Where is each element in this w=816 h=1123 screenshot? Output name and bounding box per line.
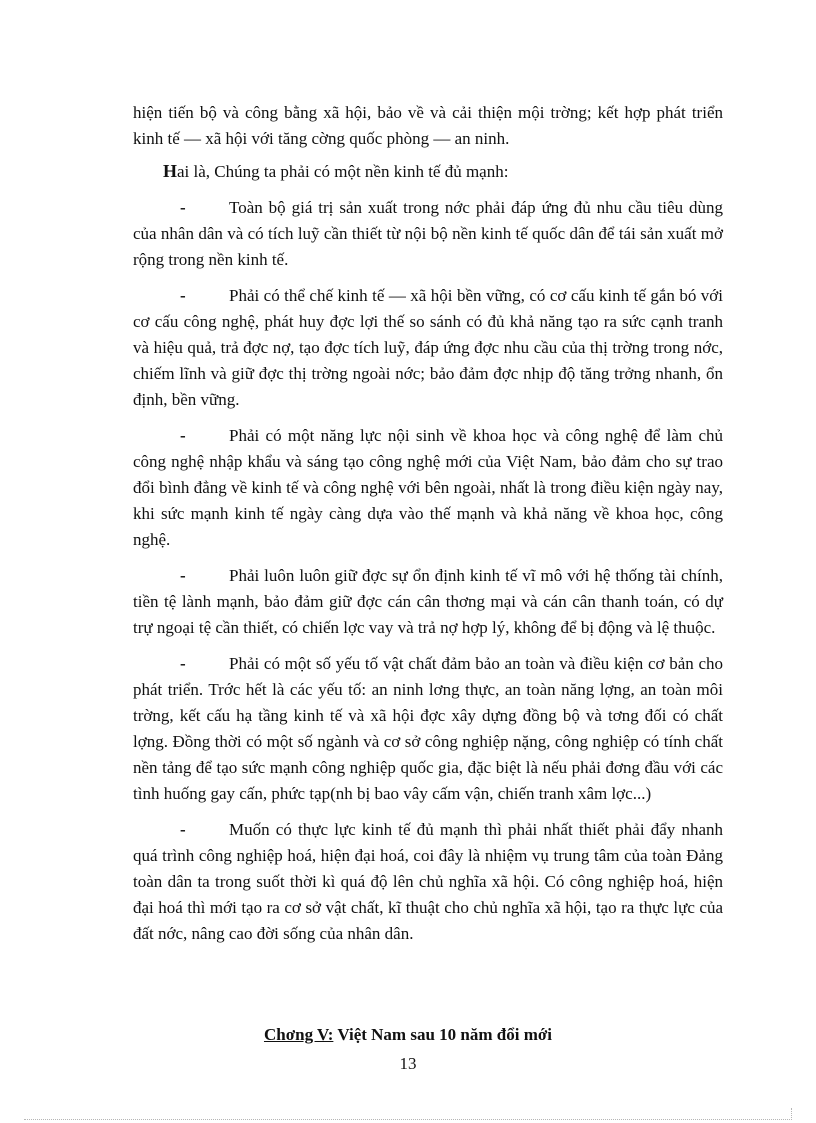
bullet-paragraph-2 xyxy=(133,283,723,413)
lead-paragraph: hiện tiến bộ và công bằng xã hội, bảo về và cải thiện mội trờng; kết hợp phát triển kinh tế — xã hội với tăng cờng quốc phòng — an ninh. xyxy=(133,103,723,148)
chapter-title: Việt Nam sau 10 năm đổi mới xyxy=(333,1025,553,1044)
bullet-text: Phải có thể chế kinh tế — xã hội bền vững, có cơ cấu kinh tế gắn bó với cơ cấu công nghệ, phát huy đợc lợi thế so sánh có đủ khả năng tạo ra sức cạnh tranh và hiệu quả, trả đợc nợ, tạo đợc tích luỹ, đáp ứng đợc nhu cầu của thị trờng trong nớc, chiếm lĩnh và giữ đợc thị trờng ngoài nớc; bảo đảm đợc nhịp độ tăng trởng nhanh, ổn định, bền vững. xyxy=(133,286,723,409)
chapter-label: Chơng V: xyxy=(263,1025,334,1044)
bullet-text: Toàn bộ giá trị sản xuất trong nớc phải đáp ứng đủ nhu cầu tiêu dùng của nhân dân và có tích luỹ cần thiết từ nội bộ nền kinh tế quốc dân để tái sản xuất mở rộng trong nền kinh tế. xyxy=(133,198,723,269)
bullet-dash-icon: - xyxy=(180,654,186,673)
bullet-dash-icon: - xyxy=(180,820,186,839)
page-number: 13 xyxy=(399,1054,417,1073)
bullet-paragraph-6 xyxy=(133,817,723,947)
bullet-text: Phải có một số yếu tố vật chất đảm bảo an toàn và điều kiện cơ bản cho phát triển. Trớc hết là các yếu tố: an ninh lơng thực, an toàn năng lợng, an toàn môi trờng, kết cấu hạ tầng kinh tế và xã hội đợc xây dựng đồng bộ và tơng đối có chất lợng. Đồng thời có một số ngành và cơ sở công nghiệp nặng, công nghiệp có tính chất nền tảng để tạo sức mạnh công nghiệp quốc gia, đặc biệt là nếu phải đơng đầu với các tình huống gay cấn, phức tạp(nh bị bao vây cấm vận, chiến tranh xâm lợc...) xyxy=(133,654,723,803)
bullet-dash-icon: - xyxy=(180,286,186,305)
section-heading-text: ai là, Chúng ta phải có một nền kinh tế đủ mạnh: xyxy=(177,162,509,181)
dropcap-letter: H xyxy=(163,161,178,181)
bullet-paragraph-3 xyxy=(133,423,723,553)
bullet-text: Muốn có thực lực kinh tế đủ mạnh thì phải nhất thiết phải đẩy nhanh quá trình công nghiệp hoá, hiện đại hoá, coi đây là nhiệm vụ trung tâm của toàn Đảng toàn dân ta trong suốt thời kì quá độ lên chủ nghĩa xã hội. Có công nghiệp hoá, hiện đại hoá thì mới tạo ra cơ sở vật chất, kĩ thuật cho chủ nghĩa xã hội, tạo ra thực lực của đất nớc, nâng cao đời sống của nhân dân. xyxy=(133,820,723,943)
chapter-heading xyxy=(0,1025,816,1045)
bullet-dash-icon: - xyxy=(180,566,186,585)
bullet-paragraph-5 xyxy=(133,651,723,807)
body-text xyxy=(133,100,723,947)
footer-dotted-rule xyxy=(24,1119,792,1120)
bullet-dash-icon: - xyxy=(180,198,186,217)
bullet-text: Phải có một năng lực nội sinh về khoa học và công nghệ để làm chủ công nghệ nhập khẩu và sáng tạo công nghệ mới của Việt Nam, bảo đảm cho sự trao đổi bình đẳng về kinh tế và công nghệ với bên ngoài, nhất là trong điều kiện ngày nay, khi sức mạnh kinh tế ngày càng dựa vào thế mạnh và khả năng về khoa học, công nghệ. xyxy=(133,426,723,549)
bullet-text: Phải luôn luôn giữ đợc sự ổn định kinh tế vĩ mô với hệ thống tài chính, tiền tệ lành mạnh, bảo đảm giữ đợc cán cân thơng mại và cán cân thanh toán, có dự trự ngoại tệ cần thiết, có chiến lợc vay và trả nợ hợp lý, không để bị động và lệ thuộc. xyxy=(133,566,723,637)
section-heading xyxy=(133,158,723,185)
bullet-paragraph-4 xyxy=(133,563,723,641)
corner-dotted-mark xyxy=(791,1108,792,1120)
bullet-paragraph-1 xyxy=(133,195,723,273)
bullet-dash-icon: - xyxy=(180,426,186,445)
